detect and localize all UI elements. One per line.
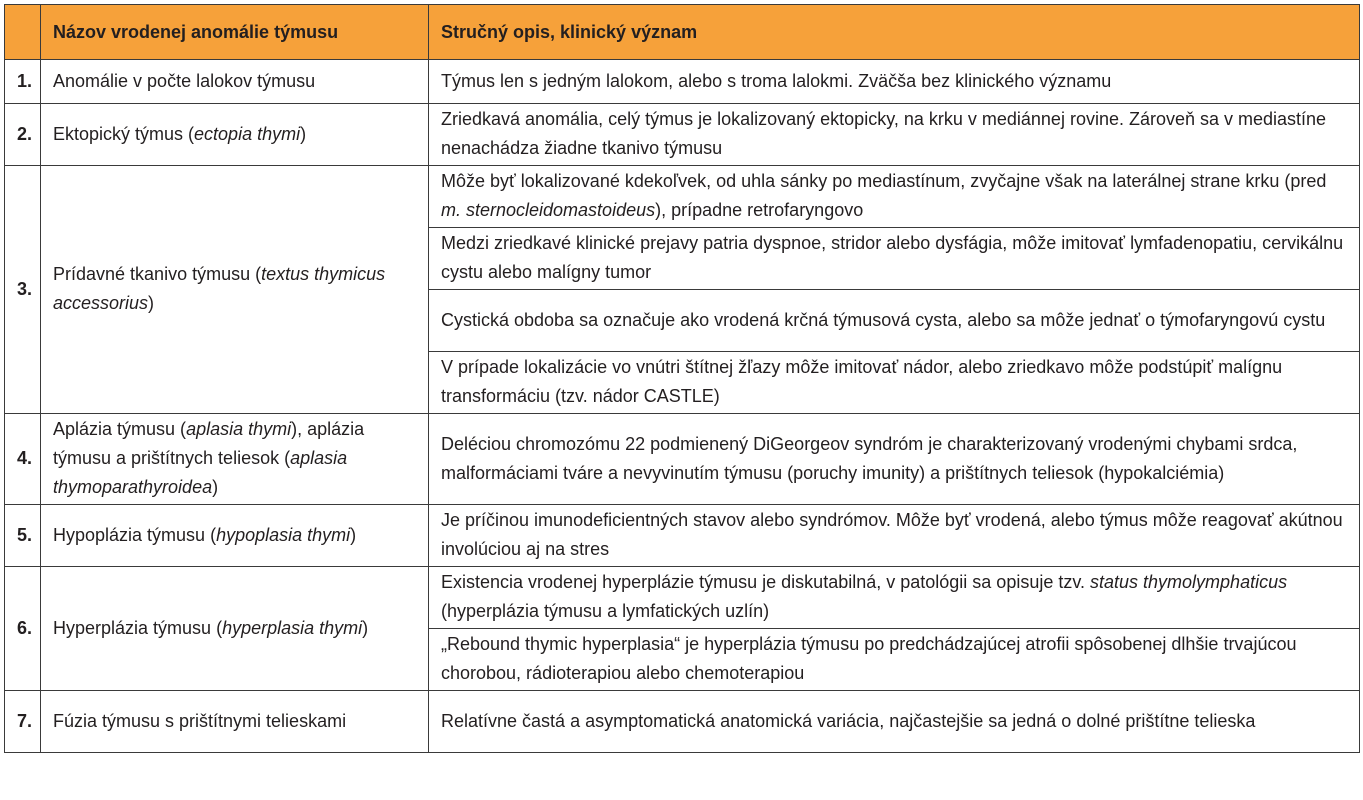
latin-term: status thymolymphaticus <box>1090 572 1288 592</box>
anomaly-description: Môže byť lokalizované kdekoľvek, od uhla sánky po mediastínum, zvyčajne však na laterálnej strane krku (pred m. sternocleidomastoideus), prípadne retrofaryngovo <box>429 166 1360 228</box>
anomaly-description: Je príčinou imunodeficientných stavov alebo syndrómov. Môže byť vrodená, alebo týmus môže reagovať akútnou involúciou aj na stres <box>429 505 1360 567</box>
anomaly-description: Zriedkavá anomália, celý týmus je lokalizovaný ektopicky, na krku v mediánnej rovine. Zároveň sa v mediastíne nenachádza žiadne tkanivo týmusu <box>429 104 1360 166</box>
thymus-anomalies-table <box>4 4 1360 753</box>
table-row <box>5 166 1360 228</box>
anomaly-description: Týmus len s jedným lalokom, alebo s troma lalokmi. Zväčša bez klinického významu <box>429 60 1360 104</box>
anomaly-description: Cystická obdoba sa označuje ako vrodená krčná týmusová cysta, alebo sa môže jednať o týmofaryngovú cystu <box>429 290 1360 352</box>
latin-term: hypoplasia thymi <box>216 524 351 545</box>
row-number: 3. <box>5 166 41 414</box>
anomaly-description: Relatívne častá a asymptomatická anatomická variácia, najčastejšie sa jedná o dolné prištítne telieska <box>429 691 1360 753</box>
table-row <box>5 60 1360 104</box>
anomaly-name: Fúzia týmusu s prištítnymi telieskami <box>41 691 429 753</box>
table-row <box>5 414 1360 505</box>
anomaly-description: Existencia vrodenej hyperplázie týmusu je diskutabilná, v patológii sa opisuje tzv. status thymolymphaticus (hyperplázia týmusu a lymfatických uzlín) <box>429 567 1360 629</box>
row-number: 6. <box>5 567 41 691</box>
row-number: 2. <box>5 104 41 166</box>
table-row <box>5 691 1360 753</box>
latin-term: aplasia thymi <box>186 419 292 439</box>
anomaly-description: Medzi zriedkavé klinické prejavy patria dyspnoe, stridor alebo dysfágia, môže imitovať lymfadenopatiu, cervikálnu cystu alebo malígny tumor <box>429 228 1360 290</box>
header-name: Názov vrodenej anomálie týmusu <box>41 5 429 60</box>
row-number: 5. <box>5 505 41 567</box>
anomaly-description: „Rebound thymic hyperplasia“ je hyperplázia týmusu po predchádzajúcej atrofii spôsobenej dlhšie trvajúcou chorobou, rádioterapiou alebo chemoterapiou <box>429 629 1360 691</box>
row-number: 1. <box>5 60 41 104</box>
latin-term: hyperplasia thymi <box>222 617 363 638</box>
anomaly-name: Hyperplázia týmusu (hyperplasia thymi) <box>41 567 429 691</box>
latin-term: textus thymicus accessorius <box>53 264 386 313</box>
anomaly-description: Deléciou chromozómu 22 podmienený DiGeorgeov syndróm je charakterizovaný vrodenými chybami srdca, malformáciami tváre a nevyvinutím týmusu (poruchy imunity) a prištítnych teliesok (hypokalciémia) <box>429 414 1360 505</box>
row-number: 7. <box>5 691 41 753</box>
anomaly-name: Anomálie v počte lalokov týmusu <box>41 60 429 104</box>
latin-term: m. sternocleidomastoideus <box>441 200 656 220</box>
table-row <box>5 104 1360 166</box>
anomaly-name: Hypoplázia týmusu (hypoplasia thymi) <box>41 505 429 567</box>
latin-term: aplasia thymoparathyroidea <box>53 448 348 497</box>
header-description: Stručný opis, klinický význam <box>429 5 1360 60</box>
table-header-row <box>5 5 1360 60</box>
anomaly-name: Ektopický týmus (ectopia thymi) <box>41 104 429 166</box>
header-number <box>5 5 41 60</box>
anomaly-name: Prídavné tkanivo týmusu (textus thymicus accessorius) <box>41 166 429 414</box>
table-row <box>5 505 1360 567</box>
table-row <box>5 567 1360 629</box>
anomaly-name: Aplázia týmusu (aplasia thymi), aplázia týmusu a prištítnych teliesok (aplasia thymoparathyroidea) <box>41 414 429 505</box>
row-number: 4. <box>5 414 41 505</box>
anomaly-description: V prípade lokalizácie vo vnútri štítnej žľazy môže imitovať nádor, alebo zriedkavo môže podstúpiť malígnu transformáciu (tzv. nádor CASTLE) <box>429 352 1360 414</box>
latin-term: ectopia thymi <box>194 123 301 144</box>
